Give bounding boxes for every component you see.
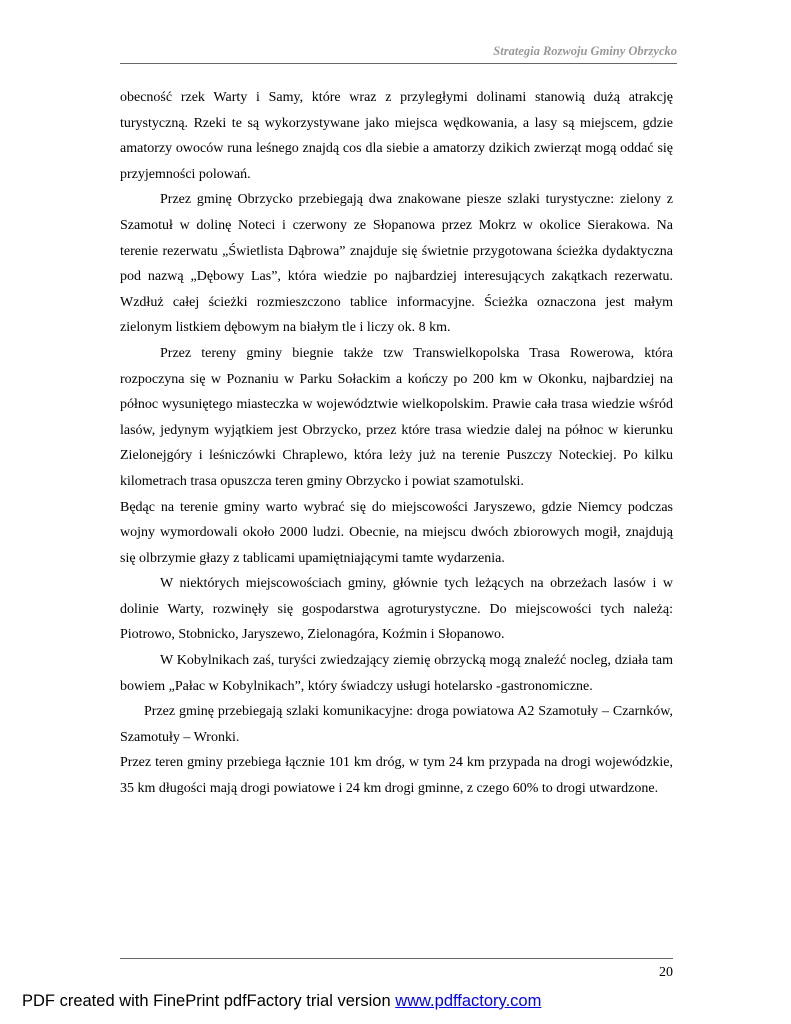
paragraph: Przez tereny gminy biegnie także tzw Transwielkopolska Trasa Rowerowa, która rozpoczyna się w Poznaniu w Parku Sołackim a kończy po 200 km w Okonku, najbardziej na północ wysuniętego miasteczka w województwie wielkopolskim. Prawie cała trasa wiedzie wśród lasów, jedynym wyjątkiem jest Obrzycko, przez które trasa wiedzie dalej na północ w kierunku Zielonejgóry i leśniczówki Chraplewo, która leży już na terenie Puszczy Noteckiej. Po kilku kilometrach trasa opuszcza teren gminy Obrzycko i powiat szamotulski. [120,345,673,489]
footer-divider [120,958,673,959]
body-text [120,85,673,802]
running-header: Strategia Rozwoju Gminy Obrzycko [493,44,677,58]
page-number: 20 [659,965,673,980]
banner-text: PDF created with FinePrint pdfFactory trial version [22,992,396,1010]
header-divider [120,63,677,64]
paragraph: W Kobylnikach zaś, turyści zwiedzający ziemię obrzycką mogą znaleźć nocleg, działa tam bowiem „Pałac w Kobylnikach”, który świadczy usługi hotelarsko -gastronomiczne. [120,653,673,694]
paragraph: Przez gminę przebiegają szlaki komunikacyjne: droga powiatowa A2 Szamotuły – Czarnków, Szamotuły – Wronki. [120,704,673,745]
paragraph: W niektórych miejscowościach gminy, głównie tych leżących na obrzeżach lasów i w dolinie Warty, rozwinęły się gospodarstwa agroturystyczne. Do miejscowości tych należą: Piotrowo, Stobnicko, Jaryszewo, Zielonagóra, Koźmin i Słopanowo. [120,576,673,643]
paragraph: Przez teren gminy przebiega łącznie 101 km dróg, w tym 24 km przypada na drogi wojewódzkie, 35 km długości mają drogi powiatowe i 24 km drogi gminne, z czego 60% to drogi utwardzone. [120,755,673,797]
pdf-creator-banner [22,992,541,1011]
paragraph: obecność rzek Warty i Samy, które wraz z przyległymi dolinami stanowią dużą atrakcję turystyczną. Rzeki te są wykorzystywane jako miejsca wędkowania, a lasy są miejscem, gdzie amatorzy owoców runa leśnego znajdą cos dla siebie a amatorzy dzikich zwierząt mogą oddać się przyjemności polowań. [120,90,673,182]
pdffactory-link[interactable]: www.pdffactory.com [395,992,542,1010]
paragraph: Będąc na terenie gminy warto wybrać się do miejscowości Jaryszewo, gdzie Niemcy podczas wojny wymordowali około 2000 ludzi. Obecnie, na miejscu dwóch zbiorowych mogił, znajdują się olbrzymie głazy z tablicami upamiętniającymi tamte wydarzenia. [120,499,673,566]
paragraph: Przez gminę Obrzycko przebiegają dwa znakowane piesze szlaki turystyczne: zielony z Szamotuł w dolinę Noteci i czerwony ze Słopanowa przez Mokrz w okolice Sierakowa. Na terenie rezerwatu „Świetlista Dąbrowa” znajduje się świetnie przygotowana ścieżka dydaktyczna pod nazwą „Dębowy Las”, która wiedzie po najbardziej interesujących zakątkach rezerwatu. Wzdłuż całej ścieżki rozmieszczono tablice informacyjne. Ścieżka oznaczona jest małym zielonym listkiem dębowym na białym tle i liczy ok. 8 km. [120,192,673,336]
